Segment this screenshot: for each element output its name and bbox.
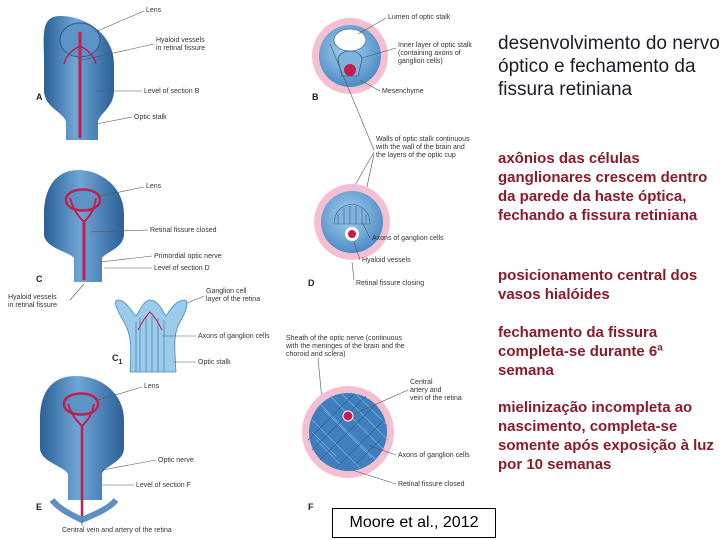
label-sheath-3: choroid and sclera) <box>286 351 346 358</box>
panel-label-d: D <box>308 278 315 288</box>
label-hyaloid-c-1: Hyaloid vessels <box>8 294 57 301</box>
bullet-hyaloid-position: posicionamento central dos vasos hialóides <box>498 267 698 303</box>
label-primordial: Primordial optic nerve <box>154 253 222 260</box>
label-hyaloid-c-2: in retinal fissure <box>8 302 58 309</box>
bullet-axon-growth: axônios das células ganglionares crescem dentro da parede da haste óptica, fechando a fissura retiniana <box>498 150 708 224</box>
label-axons-f: Axons of ganglion cells <box>398 452 470 459</box>
panel-label-a: A <box>36 92 43 102</box>
label-mesenchyme: Mesenchyme <box>382 88 424 95</box>
label-inner-2: (containing axons of <box>398 50 461 57</box>
label-optic-stalk-a: Optic stalk <box>134 114 167 121</box>
label-hyaloid-a-1: Hyaloid vessels <box>156 37 205 44</box>
section-b-hyaloid <box>344 64 356 76</box>
label-inner-1: Inner layer of optic stalk <box>398 42 472 49</box>
label-ganglion-c-1: Ganglion cell <box>206 288 247 295</box>
panel-e <box>36 376 194 534</box>
citation-box: Moore et al., 2012 <box>332 508 496 538</box>
label-hyaloid-d: Hyaloid vessels <box>362 257 411 264</box>
panel-d <box>308 184 444 288</box>
label-walls-1: Walls of optic stalk continuous <box>376 136 470 143</box>
label-sheath-1: Sheath of the optic nerve (continuous <box>286 335 402 342</box>
label-level-f: Level of section F <box>136 482 191 489</box>
label-level-d: Level of section D <box>154 265 210 272</box>
label-lens-c: Lens <box>146 183 162 190</box>
slide-title: desenvolvimento do nervo óptico e fechamento da fissura retiniana <box>498 33 720 100</box>
label-inner-3: ganglion cells) <box>398 58 443 65</box>
label-central-f-1: Central <box>410 379 433 386</box>
bullet-fissure-closure: fechamento da fissura completa-se durante 6ª semana <box>498 324 663 379</box>
label-closed-f: Retinal fissure closed <box>398 481 465 488</box>
panel-label-c1: $C_1$ <box>112 353 123 366</box>
label-axons-c1: Axons of ganglion cells <box>198 333 270 340</box>
label-central-e: Central vein and artery of the retina <box>62 527 172 534</box>
panel-label-b: B <box>312 92 319 102</box>
panel-a <box>36 7 205 140</box>
panel-f <box>302 379 470 512</box>
label-ganglion-c-2: layer of the retina <box>206 296 261 303</box>
section-f-vessel <box>343 411 353 421</box>
label-central-f-2: artery and <box>410 387 442 394</box>
label-lumen: Lumen of optic stalk <box>388 14 451 21</box>
panel-label-c: C <box>36 274 43 284</box>
label-level-b: Level of section B <box>144 88 200 95</box>
label-hyaloid-a-2: in retinal fissure <box>156 45 206 52</box>
label-lens-e: Lens <box>144 383 160 390</box>
label-central-f-3: vein of the retina <box>410 395 462 402</box>
bullet-myelination: mielinização incompleta ao nascimento, completa-se somente após exposição à luz por 10 semanas <box>498 399 714 473</box>
label-walls-2: with the wall of the brain and <box>376 144 465 151</box>
label-closing: Retinal fissure closing <box>356 280 425 287</box>
label-retinal-closed-c: Retinal fissure closed <box>150 227 217 234</box>
label-sheath-2: with the meninges of the brain and the <box>286 343 405 350</box>
panel-label-c1-sub: 1 <box>118 359 123 366</box>
label-axons-d: Axons of ganglion cells <box>372 235 444 242</box>
panel-label-e: E <box>36 502 43 512</box>
panel-label-f: F <box>308 502 314 512</box>
label-walls-3: the layers of the optic cup <box>376 152 456 159</box>
label-optic-nerve: Optic nerve <box>158 457 194 464</box>
label-optic-stalk-c1: Optic stalk <box>198 359 231 366</box>
label-lens-a: Lens <box>146 7 162 14</box>
